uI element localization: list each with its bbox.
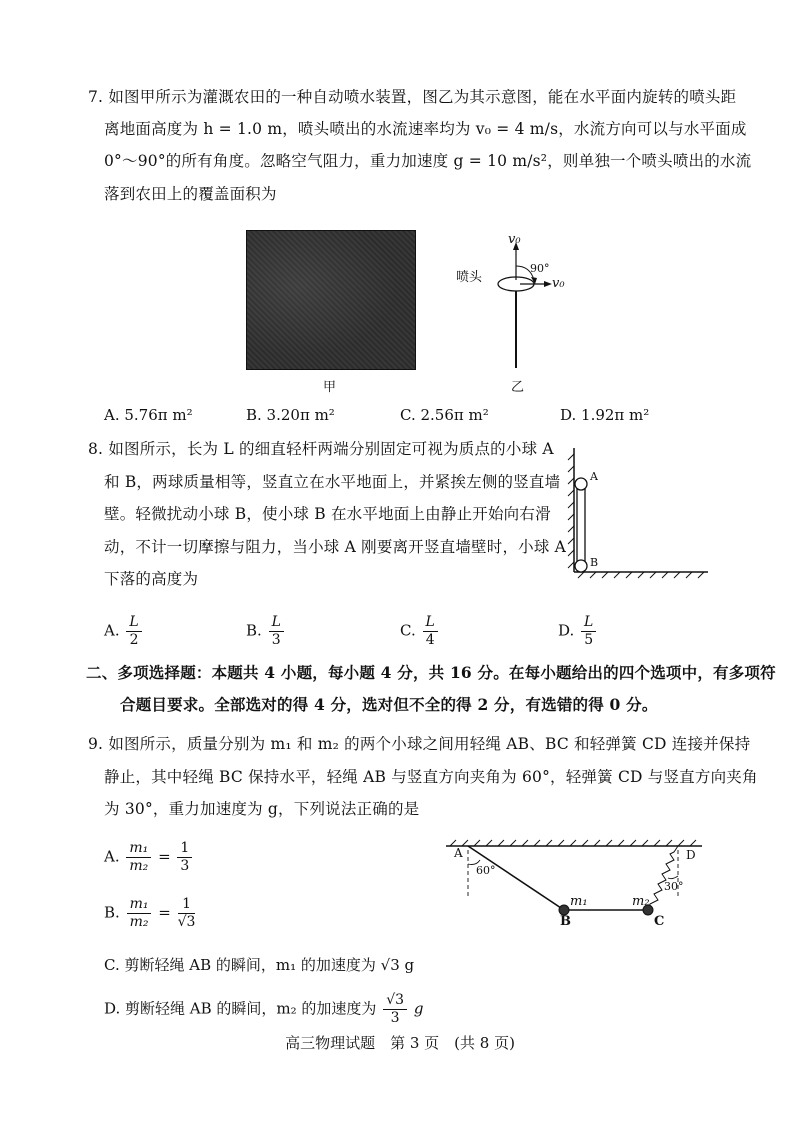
q8-line-2: 和 B，两球质量相等，竖直立在水平地面上，并紧挨左侧的竖直墙 — [104, 473, 561, 491]
fig-yi-label: 乙 — [511, 380, 525, 395]
q9-option-b-den: m₂ — [129, 914, 149, 930]
q7-line-3: 0°～90°的所有角度。忽略空气阻力，重力加速度 g = 10 m/s²，则单独一个喷头喷出的水流 — [104, 152, 752, 170]
q8-option-b — [246, 614, 286, 649]
q9-option-b — [104, 896, 197, 931]
page-footer: 高三物理试题 第 3 页 (共 8 页) — [285, 1034, 515, 1052]
q9-option-a-den: m₂ — [129, 858, 149, 874]
q7-option-b: B. 3.20π m² — [246, 406, 335, 424]
q9-option-a-num2: 1 — [177, 840, 192, 858]
q7-option-a: A. 5.76π m² — [104, 406, 193, 424]
q7-line-1: 7. 如图甲所示为灌溉农田的一种自动喷水装置，图乙为其示意图，能在水平面内旋转的喷头距 — [88, 88, 737, 106]
q9-option-a-num: m₁ — [126, 840, 151, 858]
q9-option-c: C. 剪断轻绳 AB 的瞬间，m₁ 的加速度为 √3 g — [104, 956, 415, 974]
q9-line-1: 9. 如图所示，质量分别为 m₁ 和 m₂ 的两个小球之间用轻绳 AB、BC 和轻弹簧 CD 连接并保持 — [88, 735, 751, 753]
m2-label: m₂ — [632, 894, 650, 909]
q9-option-a-den2: 3 — [180, 858, 190, 874]
q9-option-d-text: D. 剪断轻绳 AB 的瞬间，m₂ 的加速度为 — [104, 999, 377, 1018]
q9-option-b-prefix: B. — [104, 903, 120, 922]
point-b-label: B — [560, 914, 571, 929]
q8-line-4: 动，不计一切摩擦与阻力，当小球 A 刚要离开竖直墙壁时，小球 A — [104, 538, 567, 556]
point-c-label: C — [654, 914, 665, 929]
v0-up-label: v₀ — [508, 232, 521, 247]
q9-line-2: 静止，其中轻绳 BC 保持水平，轻绳 AB 与竖直方向夹角为 60°，轻弹簧 CD 与竖直方向夹角 — [104, 768, 758, 786]
q8-option-a-den: 2 — [129, 632, 139, 648]
q8-option-b-den: 3 — [271, 632, 281, 648]
q7-line-2: 离地面高度为 h = 1.0 m，喷头喷出的水流速率均为 v₀ = 4 m/s，水流方向可以与水平面成 — [104, 120, 747, 138]
fig-jia-label: 甲 — [323, 380, 337, 395]
q8-line-3: 壁。轻微扰动小球 B，使小球 B 在水平地面上由静止开始向右滑 — [104, 505, 551, 523]
section2-line-1: 二、多项选择题：本题共 4 小题，每小题 4 分，共 16 分。在每小题给出的四个选项中，有多项符 — [86, 663, 776, 682]
q9-option-a-eq: = — [158, 847, 171, 866]
q9-option-b-num2: 1 — [178, 896, 196, 914]
q8-line-1: 8. 如图所示，长为 L 的细直轻杆两端分别固定可视为质点的小球 A — [88, 440, 554, 458]
q9-option-b-num: m₁ — [127, 896, 152, 914]
q8-option-b-num: L — [269, 614, 284, 632]
angle-90-label: 90° — [530, 262, 550, 275]
q8-option-b-prefix: B. — [246, 621, 262, 640]
v0-right-label: v₀ — [552, 276, 565, 291]
rod-wall-diagram — [560, 440, 720, 590]
point-a-label: A — [454, 846, 463, 860]
q8-option-a-num: L — [126, 614, 141, 632]
q7-line-4: 落到农田上的覆盖面积为 — [104, 185, 277, 203]
nozzle-label: 喷头 — [456, 270, 483, 285]
q9-option-a-prefix: A. — [104, 847, 120, 866]
nozzle-diagram — [440, 228, 580, 398]
q9-option-a — [104, 840, 194, 875]
q9-option-d-num: √3 — [383, 992, 407, 1010]
q8-option-d — [558, 614, 598, 649]
q9-option-d-den: 3 — [390, 1010, 400, 1026]
q9-option-d — [104, 992, 423, 1027]
q9-option-b-eq: = — [158, 903, 171, 922]
q8-option-a-prefix: A. — [104, 621, 120, 640]
q7-option-c: C. 2.56π m² — [400, 406, 489, 424]
section2-line-2: 合题目要求。全部选对的得 4 分，选对但不全的得 2 分，有选错的得 0 分。 — [120, 695, 658, 714]
irrigation-photo — [246, 230, 416, 370]
q7-option-d: D. 1.92π m² — [560, 406, 650, 424]
m1-label: m₁ — [570, 894, 588, 909]
ball-b-label: B — [590, 556, 599, 569]
q9-option-d-g: g — [413, 999, 424, 1018]
q8-option-a — [104, 614, 144, 649]
q8-option-c-den: 4 — [425, 632, 435, 648]
q8-line-5: 下落的高度为 — [104, 570, 199, 588]
q8-option-d-num: L — [581, 614, 596, 632]
q9-line-3: 为 30°，重力加速度为 g，下列说法正确的是 — [104, 800, 420, 818]
ball-a-label: A — [590, 470, 598, 483]
q8-option-d-prefix: D. — [558, 621, 575, 640]
q8-option-c-prefix: C. — [400, 621, 416, 640]
q8-option-c — [400, 614, 440, 649]
point-d-label: D — [686, 848, 696, 862]
angle-30-label: 30° — [664, 880, 684, 893]
q8-option-c-num: L — [423, 614, 438, 632]
angle-60-label: 60° — [476, 864, 496, 877]
q8-option-d-den: 5 — [584, 632, 594, 648]
q9-option-b-den2: √3 — [177, 914, 196, 930]
